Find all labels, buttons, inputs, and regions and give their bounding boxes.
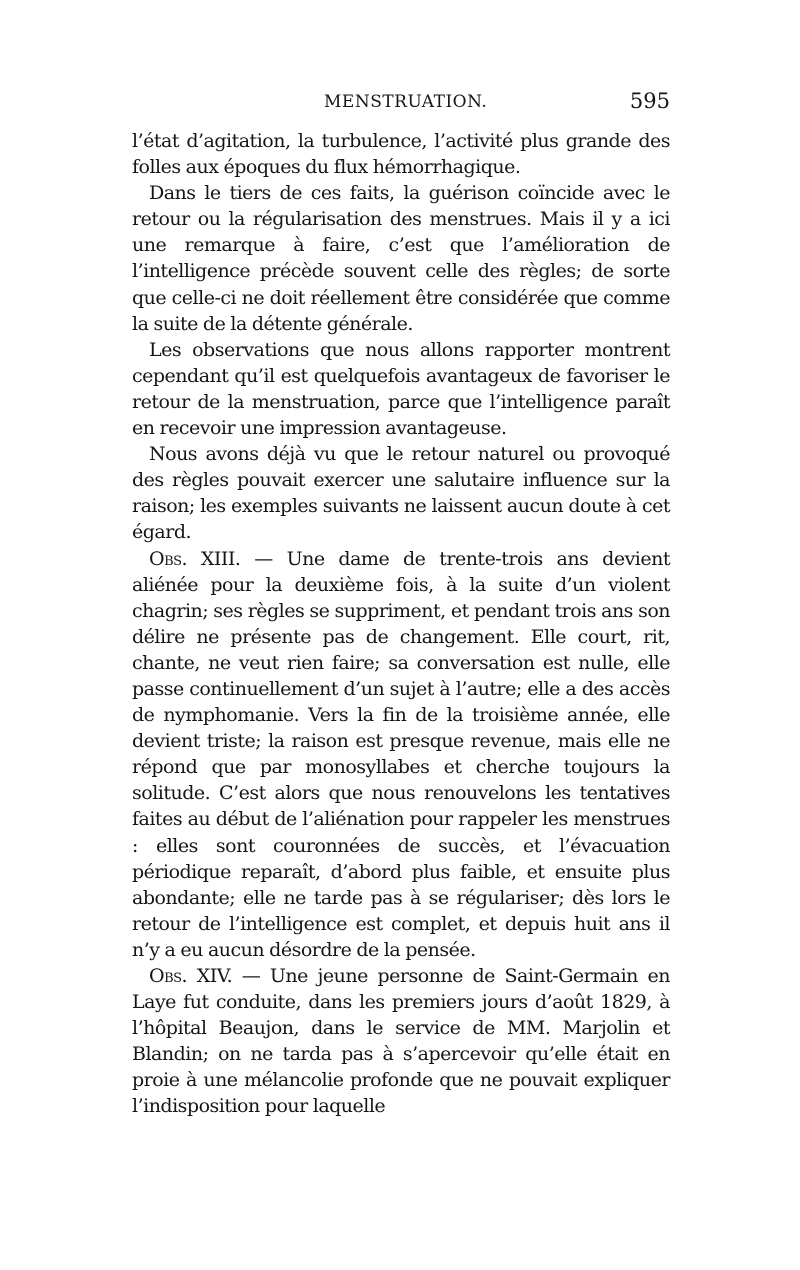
paragraph-text: Les observations que nous allons rapporter montrent cependant qu’il est quelquefois avantageux de favoriser le retour de la menstruation, parce que l’intelligence paraît en recevoir une impression avantageuse.: [132, 338, 670, 440]
paragraph-text: — Une jeune personne de Saint-Germain en Laye fut conduite, dans les premiers jours d’août 1829, à l’hôpital Beaujon, dans le service de MM. Marjolin et Blandin; on ne tarda pas à s’apercevoir qu’elle était en proie à une mélancolie profonde que ne pouvait expliquer l’indisposition pour laquelle: [132, 965, 670, 1118]
paragraph-continuation: [132, 128, 670, 180]
paragraph-text: Nous avons déjà vu que le retour naturel ou provoqué des règles pouvait exercer une salutaire influence sur la raison; les exemples suivants ne laissent aucun doute à cet égard.: [132, 443, 670, 544]
observation-xiv: [132, 963, 670, 1120]
paragraph-text: l’état d’agitation, la turbulence, l’activité plus grande des folles aux époques du flux hémorrhagique.: [132, 130, 670, 179]
running-head: [132, 89, 670, 122]
paragraph: [132, 441, 670, 545]
paragraph: [132, 180, 670, 337]
paragraph: [132, 337, 670, 441]
book-page: [132, 89, 670, 1120]
observation-label: Obs. XIV.: [149, 965, 233, 987]
paragraph-text: — Une dame de trente-trois ans devient aliénée pour la deuxième fois, à la suite d’un violent chagrin; ses règles se suppriment, et pendant trois ans son délire ne présente pas de changement. Elle court, rit, chante, ne veut rien faire; sa conversation est nulle, elle passe continuellement d’un sujet à l’autre; elle a des accès de nymphomanie. Vers la fin de la troisième année, elle devient triste; la raison est presque revenue, mais elle ne répond que par monosyllabes et cherche toujours la solitude. C’est alors que nous renouvelons les tentatives faites au début de l’aliénation pour rappeler les menstrues : elles sont couronnées de succès, et l’évacuation périodique reparaît, d’abord plus faible, et ensuite plus abondante; elle ne tarde pas à se régulariser; dès lors le retour de l’intelligence est complet, et depuis huit ans il n’y a eu aucun désordre de la pensée.: [132, 547, 670, 961]
observation-label: Obs. XIII.: [149, 547, 241, 570]
body-text: [132, 128, 670, 1120]
chapter-title: MENSTRUATION.: [324, 92, 488, 112]
page-number: 595: [629, 89, 670, 113]
observation-xiii: [132, 546, 670, 964]
paragraph-text: Dans le tiers de ces faits, la guérison coïncide avec le retour ou la régularisation des menstrues. Mais il y a ici une remarque à faire, c’est que l’amélioration de l’intelligence précède souvent celle des règles; de sorte que celle-ci ne doit réellement être considérée que comme la suite de la détente générale.: [132, 182, 670, 335]
